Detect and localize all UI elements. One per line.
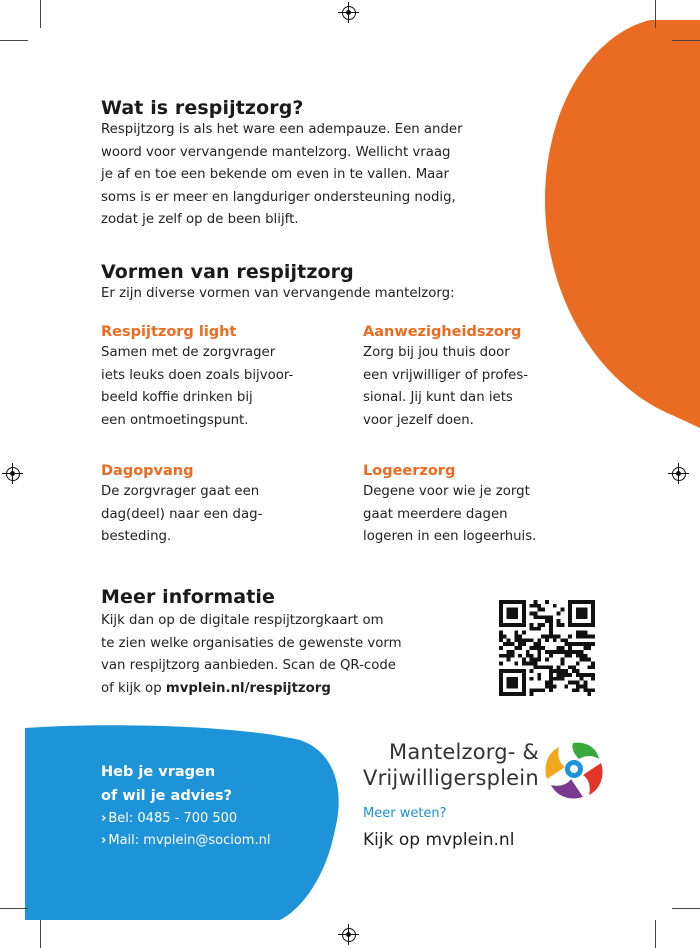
body-line: dag(deel) naar een dag- bbox=[101, 506, 263, 522]
form-title: Respijtzorg light bbox=[101, 324, 237, 340]
contact-block bbox=[101, 760, 321, 852]
crop-mark bbox=[40, 920, 41, 948]
body-line: voor jezelf doen. bbox=[363, 412, 474, 428]
body-line bbox=[101, 678, 481, 701]
crop-mark bbox=[655, 920, 656, 948]
body-line: Zorg bij jou thuis door bbox=[363, 345, 510, 360]
mail-line[interactable] bbox=[101, 830, 321, 852]
section-more-info bbox=[101, 586, 481, 700]
body-line: woord voor vervangende mantelzorg. Wellicht vraag bbox=[101, 144, 451, 160]
more-question: Meer weten? bbox=[363, 806, 447, 821]
form-respite-light bbox=[101, 324, 331, 432]
qr-code-icon[interactable] bbox=[497, 600, 597, 696]
brand-wordmark bbox=[363, 739, 539, 791]
phone-line[interactable] bbox=[101, 808, 321, 830]
body-line: gaat meerdere dagen bbox=[363, 506, 508, 522]
body-line: een vrijwilliger of profes- bbox=[363, 367, 529, 383]
body-line: Degene voor wie je zorgt bbox=[363, 484, 530, 499]
brand-line: Mantelzorg- & bbox=[389, 740, 539, 764]
registration-mark bbox=[342, 928, 356, 942]
crop-mark bbox=[672, 40, 700, 41]
body-line: Respijtzorg is als het ware een adempauze. Een ander bbox=[101, 122, 463, 137]
body-line: besteding. bbox=[101, 529, 172, 544]
section-intro: Er zijn diverse vormen van vervangende mantelzorg: bbox=[101, 286, 455, 301]
body-line: een ontmoetingspunt. bbox=[101, 412, 249, 428]
section-title: Wat is respijtzorg? bbox=[101, 97, 304, 119]
website-link[interactable]: Kijk op mvplein.nl bbox=[363, 830, 515, 850]
mail-address: Mail: mvplein@sociom.nl bbox=[108, 833, 271, 848]
registration-mark bbox=[6, 467, 20, 481]
crop-mark bbox=[0, 40, 28, 41]
chevron-right-icon: › bbox=[101, 833, 107, 848]
form-title: Logeerzorg bbox=[363, 463, 456, 479]
logo-icon bbox=[543, 739, 605, 801]
link-prefix: of kijk op bbox=[101, 680, 166, 696]
section-forms bbox=[101, 261, 541, 306]
body-line: Kijk dan op de digitale respijtzorgkaart om bbox=[101, 613, 384, 628]
phone-number: Bel: 0485 - 700 500 bbox=[108, 811, 238, 826]
brand-line: Vrijwilligersplein bbox=[363, 766, 539, 790]
crop-mark bbox=[655, 0, 656, 28]
form-title: Aanwezigheidszorg bbox=[363, 324, 522, 340]
form-day-care bbox=[101, 463, 331, 549]
body-line: beeld koffie drinken bij bbox=[101, 390, 253, 405]
body-line: De zorgvrager gaat een bbox=[101, 484, 260, 499]
body-line: zodat je zelf op de been blijft. bbox=[101, 212, 299, 227]
section-what-is bbox=[101, 97, 541, 232]
section-title: Vormen van respijtzorg bbox=[101, 261, 354, 283]
registration-mark bbox=[342, 6, 356, 20]
chevron-right-icon: › bbox=[101, 811, 107, 826]
crop-mark bbox=[40, 0, 41, 28]
body-line: te zien welke organisaties de gewenste vorm bbox=[101, 635, 402, 651]
body-line: sional. Jij kunt dan iets bbox=[363, 390, 513, 405]
form-presence-care bbox=[363, 324, 593, 432]
respite-map-link[interactable]: mvplein.nl/respijtzorg bbox=[165, 680, 331, 696]
contact-question: of wil je advies? bbox=[101, 788, 233, 804]
body-line: je af en toe een bekende om even in te vallen. Maar bbox=[101, 167, 449, 182]
crop-mark bbox=[672, 908, 700, 909]
body-line: logeren in een logeerhuis. bbox=[363, 529, 537, 544]
body-line: iets leuks doen zoals bijvoor- bbox=[101, 367, 294, 383]
registration-mark bbox=[672, 467, 686, 481]
form-lodging-care bbox=[363, 463, 593, 549]
body-line: soms is er meer en langduriger ondersteuning nodig, bbox=[101, 189, 456, 205]
crop-mark bbox=[0, 908, 28, 909]
contact-question: Heb je vragen bbox=[101, 764, 216, 780]
section-title: Meer informatie bbox=[101, 586, 275, 608]
body-line: Samen met de zorgvrager bbox=[101, 345, 276, 360]
form-title: Dagopvang bbox=[101, 463, 194, 479]
body-line: van respijtzorg aanbieden. Scan de QR-code bbox=[101, 658, 396, 673]
